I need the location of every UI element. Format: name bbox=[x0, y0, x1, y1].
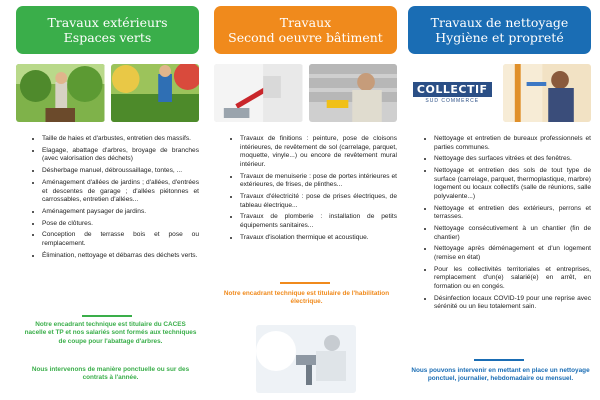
photos-espaces-verts bbox=[16, 64, 199, 122]
list-item: • Aménagement d'allées de jardins ; d'allées, d'entrées et descentes de garage ; d'allées piétonnes et carrossables, entretien d'allées... bbox=[42, 179, 199, 205]
header-title-line2: Espaces verts bbox=[63, 30, 152, 45]
photo-spray-painter bbox=[256, 325, 356, 393]
note-frequence: Nous pouvons intervenir en mettant en place un nettoyage ponctuel, journalier, hebdomadaire ou mensuel. bbox=[411, 367, 590, 383]
header-title-line2: Hygiène et propreté bbox=[435, 30, 564, 45]
divider bbox=[474, 359, 524, 361]
divider bbox=[82, 315, 132, 317]
list-item: • Nettoyage et entretien des sols de tout type de surface (carrelage, parquet, thermoplastique, marbre) logement ou locaux collectifs (salle de réunions, salle polyvalente...) bbox=[434, 167, 591, 201]
list-item: • Désherbage manuel, débroussaillage, tontes, ... bbox=[42, 167, 199, 176]
list-item: • Nettoyage et entretien de bureaux professionnels et parties communes. bbox=[434, 135, 591, 152]
list-item: • Pour les collectivités territoriales et entreprises, remplacement d'un(e) salarié(e) en arrêt, en formation ou en congés. bbox=[434, 266, 591, 292]
divider bbox=[280, 282, 330, 284]
list-item: • Taille de haies et d'arbustes, entretien des massifs. bbox=[42, 135, 199, 144]
header-title-line2: Second oeuvre bâtiment bbox=[228, 30, 383, 45]
note-caces: Notre encadrant technique est titulaire du CACES nacelle et TP et nos salariés sont formés aux techniques de coupe pour l'abattage d'arbres. bbox=[24, 321, 197, 345]
column-nettoyage bbox=[402, 0, 597, 400]
photo-hedge-trimming bbox=[111, 64, 200, 122]
list-item: • Travaux de plomberie : installation de petits équipements sanitaires... bbox=[240, 213, 397, 230]
services-list-espaces-verts bbox=[16, 135, 199, 264]
list-item: • Elagage, abattage d'arbres, broyage de branches (avec valorisation des déchets) bbox=[42, 147, 199, 164]
header-title-line1: Travaux extérieurs bbox=[47, 15, 168, 30]
list-item: • Nettoyage des surfaces vitrées et des fenêtres. bbox=[434, 155, 591, 164]
list-item: • Conception de terrasse bois et pose ou remplacement. bbox=[42, 231, 199, 248]
header-title-line1: Travaux de nettoyage bbox=[430, 15, 569, 30]
services-list-second-oeuvre bbox=[214, 135, 397, 245]
list-item: • Désinfection locaux COVID-19 pour une reprise avec sérénité ou un lieu totalement sain. bbox=[434, 295, 591, 312]
logo-subtitle: SUD COMMERCE bbox=[425, 98, 480, 104]
photos-second-oeuvre bbox=[214, 64, 397, 122]
header-espaces-verts bbox=[16, 6, 199, 54]
collectif-logo bbox=[408, 64, 497, 122]
column-second-oeuvre bbox=[208, 0, 403, 400]
list-item: • Travaux de finitions : peinture, pose de cloisons intérieures, de revêtement de sol (carrelage, parquet, moquette, vinyle...) ou encore de revêtement mural intérieur. bbox=[240, 135, 397, 169]
list-item: • Pose de clôtures. bbox=[42, 220, 199, 229]
header-nettoyage bbox=[408, 6, 591, 54]
note-intervention: Nous intervenons de manière ponctuelle ou sur des contrats à l'année. bbox=[31, 366, 190, 382]
header-title-line1: Travaux bbox=[279, 15, 332, 30]
photos-nettoyage bbox=[408, 64, 591, 122]
list-item: • Travaux de menuiserie : pose de portes intérieures et extérieures, de frises, de plinthes... bbox=[240, 173, 397, 190]
logo-text: COLLECTIF bbox=[413, 82, 492, 97]
list-item: • Nettoyage après déménagement et d'un logement (remise en état) bbox=[434, 245, 591, 262]
list-item: • Élimination, nettoyage et débarras des déchets verts. bbox=[42, 252, 199, 261]
list-item: • Travaux d'électricité : pose de prises électriques, de tableau électrique... bbox=[240, 193, 397, 210]
note-habilitation: Notre encadrant technique est titulaire de l'habilitation électrique. bbox=[223, 290, 390, 306]
photo-painting-roller bbox=[214, 64, 303, 122]
list-item: • Aménagement paysager de jardins. bbox=[42, 208, 199, 217]
column-espaces-verts bbox=[10, 0, 205, 400]
header-second-oeuvre bbox=[214, 6, 397, 54]
list-item: • Nettoyage et entretien des extérieurs, perrons et terrasses. bbox=[434, 205, 591, 222]
list-item: • Travaux d'isolation thermique et acoustique. bbox=[240, 234, 397, 243]
list-item: • Nettoyage consécutivement à un chantier (fin de chantier) bbox=[434, 225, 591, 242]
services-list-nettoyage bbox=[408, 135, 591, 315]
photo-window-cleaner bbox=[503, 64, 592, 122]
photo-garden-worker bbox=[16, 64, 105, 122]
photo-electrician bbox=[309, 64, 398, 122]
